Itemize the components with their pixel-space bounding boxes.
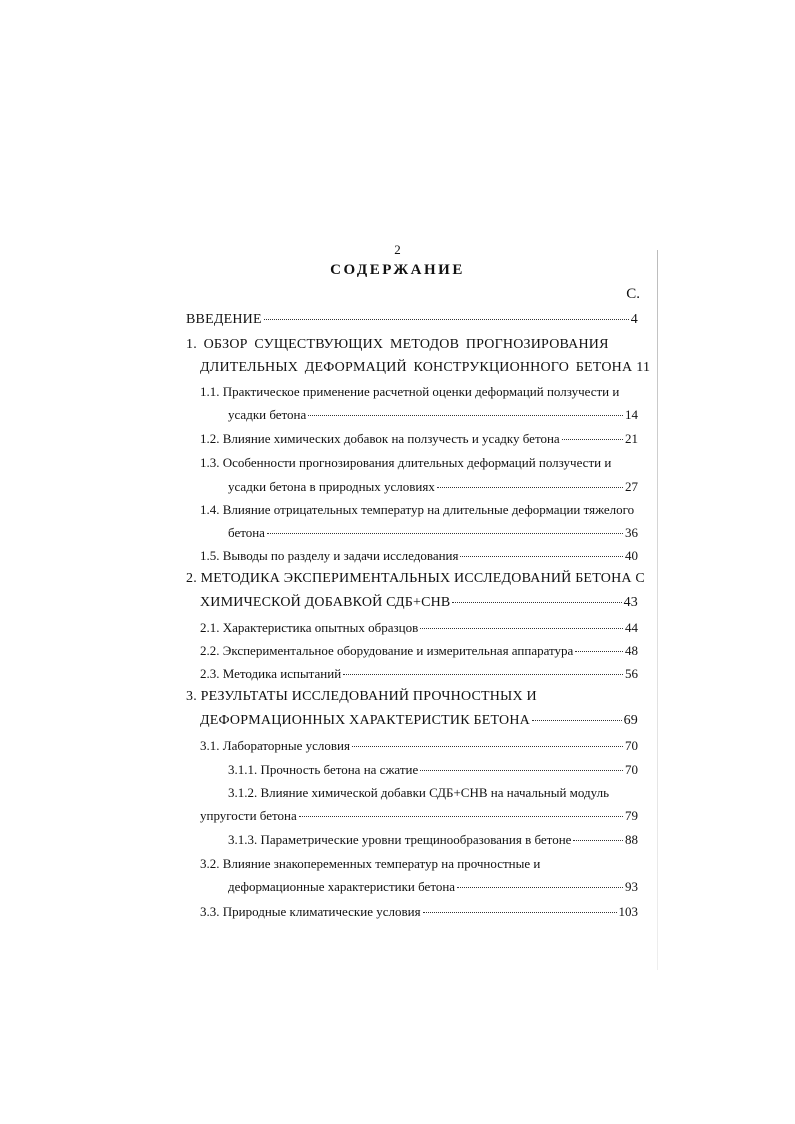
- toc-leader-dots: [264, 318, 629, 320]
- toc-entry-page: 36: [625, 525, 638, 540]
- toc-leader-dots: [267, 532, 623, 534]
- toc-leader-dots: [420, 627, 623, 629]
- toc-entry-page: 40: [625, 548, 638, 563]
- toc-leader-dots: [299, 815, 623, 817]
- toc-entry-text: 3.1. Лабораторные условия: [200, 738, 350, 753]
- toc-entry-page: 88: [625, 832, 638, 847]
- toc-entry-page: 103: [618, 904, 638, 919]
- toc-leader-dots: [532, 719, 622, 721]
- toc-section-3-3: [200, 904, 638, 920]
- toc-entry-text: ДЛИТЕЛЬНЫХ ДЕФОРМАЦИЙ КОНСТРУКЦИОННОГО БЕТОНА: [200, 360, 633, 375]
- toc-entry-text: деформационные характеристики бетона: [228, 879, 456, 894]
- toc-section-1-5: [200, 548, 638, 564]
- toc-leader-dots: [437, 486, 623, 488]
- toc-entry-page: 11: [636, 360, 651, 375]
- toc-entry-page: 48: [625, 643, 638, 658]
- toc-leader-dots: [420, 769, 623, 771]
- toc-leader-dots: [575, 650, 623, 652]
- toc-entry-text: ХИМИЧЕСКОЙ ДОБАВКОЙ СДБ+СНВ: [200, 595, 451, 610]
- toc-leader-dots: [308, 414, 623, 416]
- page-number: 2: [394, 242, 401, 257]
- toc-entry-page: 56: [625, 666, 638, 681]
- toc-entry-text: ВВЕДЕНИЕ: [186, 312, 262, 327]
- toc-entry-text: 2.1. Характеристика опытных образцов: [200, 620, 419, 635]
- toc-leader-dots: [352, 745, 623, 747]
- toc-entry-text: усадки бетона: [228, 407, 307, 422]
- toc-entry-text: 1.5. Выводы по разделу и задачи исследования: [200, 548, 459, 563]
- toc-chapter-3: [200, 713, 638, 729]
- toc-section-1-4: [228, 525, 638, 541]
- toc-leader-dots: [573, 839, 623, 841]
- toc-entry-page: 44: [625, 620, 638, 635]
- toc-section-3-1-1: [228, 762, 638, 778]
- toc-entry-text: 2.3. Методика испытаний: [200, 666, 342, 681]
- toc-chapter-2-line1: 2. МЕТОДИКА ЭКСПЕРИМЕНТАЛЬНЫХ ИССЛЕДОВАНИЙ БЕТОНА С: [186, 571, 645, 586]
- toc-section-1-1-line1: 1.1. Практическое применение расчетной оценки деформаций ползучести и: [200, 384, 620, 399]
- toc-leader-dots: [457, 886, 623, 888]
- toc-section-3-2-line1: 3.2. Влияние знакопеременных температур на прочностные и: [200, 856, 541, 871]
- page-column-label: С.: [626, 286, 640, 302]
- page-title: СОДЕРЖАНИЕ: [330, 262, 465, 278]
- toc-leader-dots: [460, 555, 623, 557]
- toc-entry-page: 70: [625, 738, 638, 753]
- toc-section-2-2: [200, 643, 638, 659]
- toc-entry-page: 27: [625, 479, 638, 494]
- toc-section-1-3: [228, 479, 638, 495]
- toc-chapter-1-line1: 1. ОБЗОР СУЩЕСТВУЮЩИХ МЕТОДОВ ПРОГНОЗИРОВАНИЯ: [186, 337, 609, 352]
- toc-section-3-1-2-line1: 3.1.2. Влияние химической добавки СДБ+СНВ на начальный модуль: [228, 785, 609, 800]
- toc-leader-dots: [423, 911, 617, 913]
- toc-entry-text: 3.1.1. Прочность бетона на сжатие: [228, 762, 419, 777]
- toc-section-1-2: [200, 431, 638, 447]
- toc-section-2-1: [200, 620, 638, 636]
- toc-entry-text: 2.2. Экспериментальное оборудование и измерительная аппаратура: [200, 643, 574, 658]
- toc-entry-text: упругости бетона: [200, 808, 297, 823]
- toc-entry-text: 3.3. Природные климатические условия: [200, 904, 421, 919]
- toc-entry-intro: [186, 312, 638, 328]
- toc-entry-page: 70: [625, 762, 638, 777]
- toc-entry-text: 3.1.3. Параметрические уровни трещинообразования в бетоне: [228, 832, 572, 847]
- toc-entry-page: 79: [625, 808, 638, 823]
- toc-leader-dots: [562, 438, 623, 440]
- toc-section-1-3-line1: 1.3. Особенности прогнозирования длительных деформаций ползучести и: [200, 455, 612, 470]
- toc-entry-text: усадки бетона в природных условиях: [228, 479, 435, 494]
- toc-leader-dots: [343, 673, 623, 675]
- toc-section-3-1-2: [200, 808, 638, 824]
- toc-section-1-1: [228, 407, 638, 423]
- toc-entry-page: 4: [630, 312, 638, 327]
- toc-section-3-1-3: [228, 832, 638, 848]
- toc-entry-text: ДЕФОРМАЦИОННЫХ ХАРАКТЕРИСТИК БЕТОНА: [200, 713, 530, 728]
- toc-entry-page: 93: [625, 879, 638, 894]
- toc-chapter-1: [200, 360, 651, 376]
- toc-chapter-3-line1: 3. РЕЗУЛЬТАТЫ ИССЛЕДОВАНИЙ ПРОЧНОСТНЫХ И: [186, 689, 537, 704]
- toc-entry-page: 14: [625, 407, 638, 422]
- toc-section-3-1: [200, 738, 638, 754]
- toc-chapter-2: [200, 595, 638, 611]
- toc-leader-dots: [452, 601, 621, 603]
- toc-section-3-2: [228, 879, 638, 895]
- toc-entry-page: 21: [625, 431, 638, 446]
- toc-entry-text: бетона: [228, 525, 265, 540]
- toc-entry-page: 69: [623, 713, 638, 728]
- scan-edge-line: [657, 250, 658, 970]
- toc-section-1-4-line1: 1.4. Влияние отрицательных температур на длительные деформации тяжелого: [200, 502, 635, 517]
- toc-entry-page: 43: [623, 595, 638, 610]
- toc-section-2-3: [200, 666, 638, 682]
- toc-entry-text: 1.2. Влияние химических добавок на ползучесть и усадку бетона: [200, 431, 560, 446]
